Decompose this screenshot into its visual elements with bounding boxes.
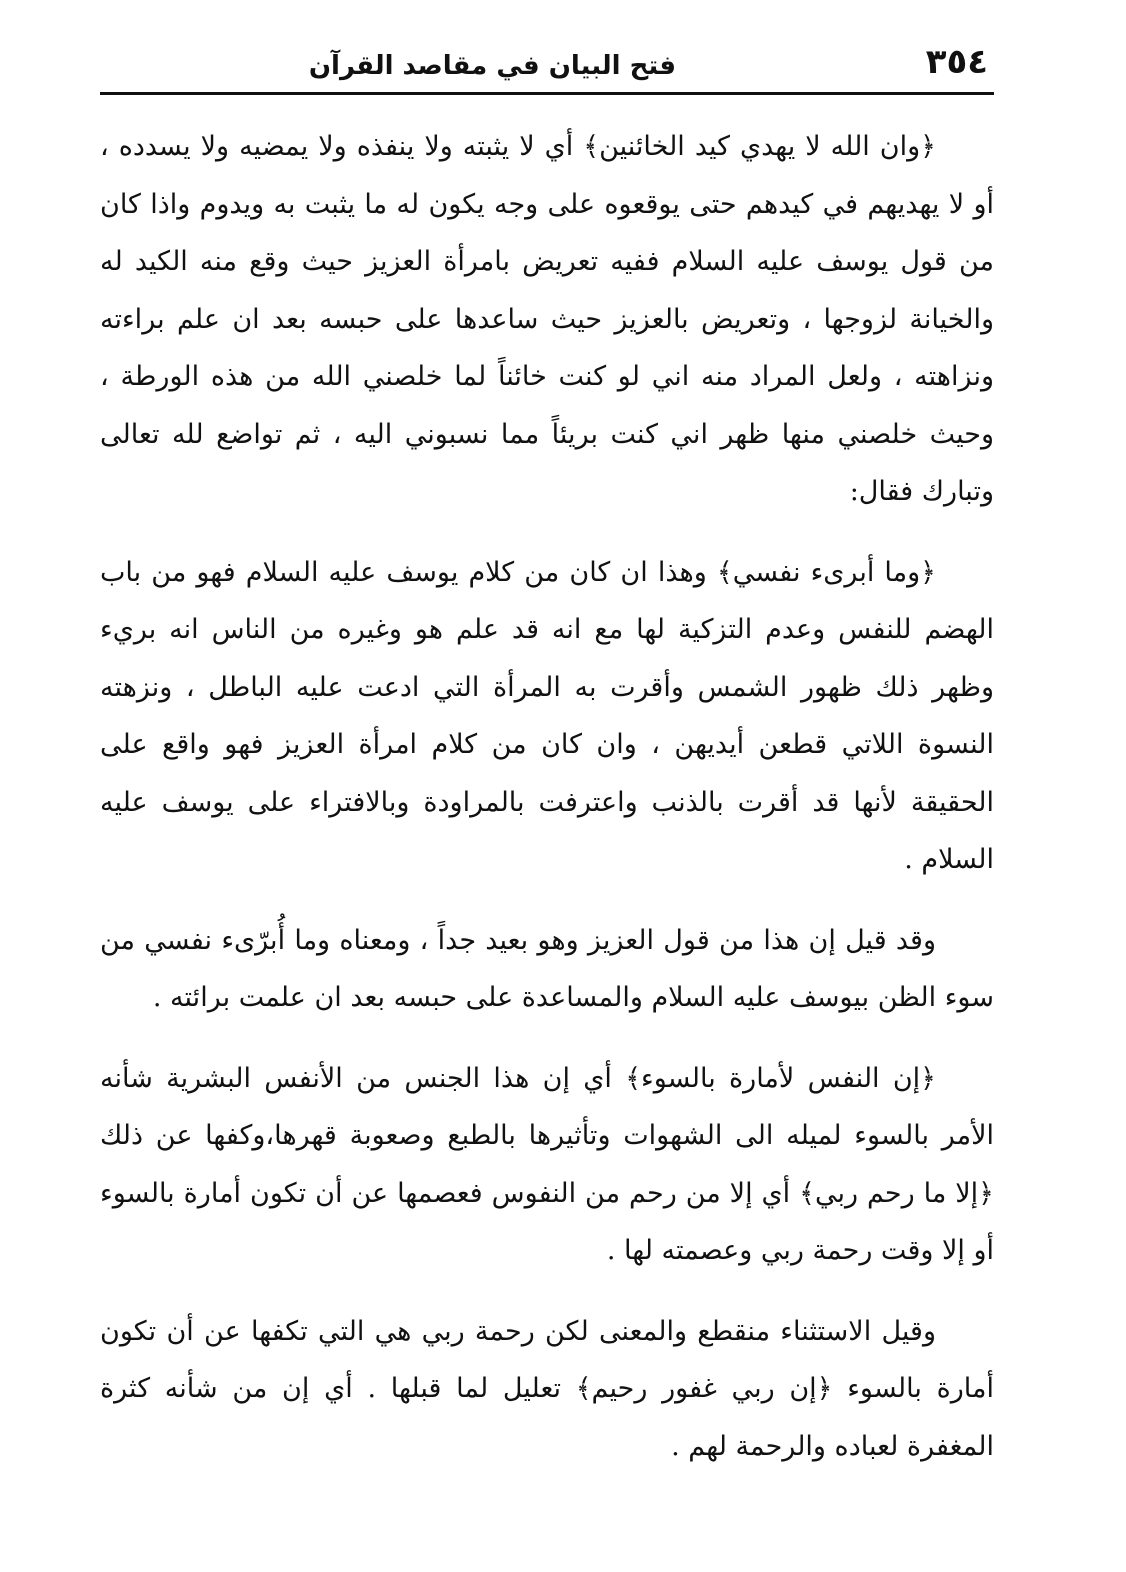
page-number: ٣٥٤ [925, 42, 988, 82]
header-rule [100, 92, 994, 95]
body-text [100, 118, 994, 1475]
paragraph-5: وقيل الاستثناء منقطع والمعنى لكن رحمة ربي هي التي تكفها عن أن تكون أمارة بالسوء ﴿إن ربي غفور رحيم﴾ تعليل لما قبلها . أي إن من شأنه كثرة المغفرة لعباده والرحمة لهم . [100, 1315, 994, 1462]
page-header [100, 40, 994, 92]
running-title: فتح البيان في مقاصد القرآن [308, 51, 676, 81]
paragraph-2: ﴿وما أبرىء نفسي﴾ وهذا ان كان من كلام يوسف عليه السلام فهو من باب الهضم للنفس وعدم التزكية لها مع انه قد علم هو وغيره من الناس انه بريء وظهر ذلك ظهور الشمس وأقرت به المرأة التي ادعت عليه الباطل ، ونزهته النسوة اللاتي قطعن أيديهن ، وان كان من كلام امرأة العزيز فهو واقع على الحقيقة لأنها قد أقرت بالذنب واعترفت بالمراودة وبالافتراء على يوسف عليه السلام . [100, 556, 994, 875]
paragraph-4: ﴿إن النفس لأمارة بالسوء﴾ أي إن هذا الجنس من الأنفس البشرية شأنه الأمر بالسوء لميله الى الشهوات وتأثيرها بالطبع وصعوبة قهرها،وكفها عن ذلك ﴿إلا ما رحم ربي﴾ أي إلا من رحم من النفوس فعصمها عن أن تكون أمارة بالسوء أو إلا وقت رحمة ربي وعصمته لها . [100, 1062, 994, 1266]
paragraph-1: ﴿وان الله لا يهدي كيد الخائنين﴾ أي لا يثبته ولا ينفذه ولا يمضيه ولا يسدده ، أو لا يهديهم في كيدهم حتى يوقعوه على وجه يكون له ما يثبت به ويدوم واذا كان من قول يوسف عليه السلام ففيه تعريض بامرأة العزيز حيث وقع منه الكيد له والخيانة لزوجها ، وتعريض بالعزيز حيث ساعدها على حبسه بعد ان علم براءته ونزاهته ، ولعل المراد منه اني لو كنت خائناً لما خلصني الله من هذه الورطة ، وحيث خلصني منها ظهر اني كنت بريئاً مما نسبوني اليه ، ثم تواضع لله تعالى وتبارك فقال: [100, 131, 994, 507]
paragraph-3: وقد قيل إن هذا من قول العزيز وهو بعيد جداً ، ومعناه وما أُبرّىء نفسي من سوء الظن بيوسف عليه السلام والمساعدة على حبسه بعد ان علمت برائته . [100, 924, 994, 1013]
